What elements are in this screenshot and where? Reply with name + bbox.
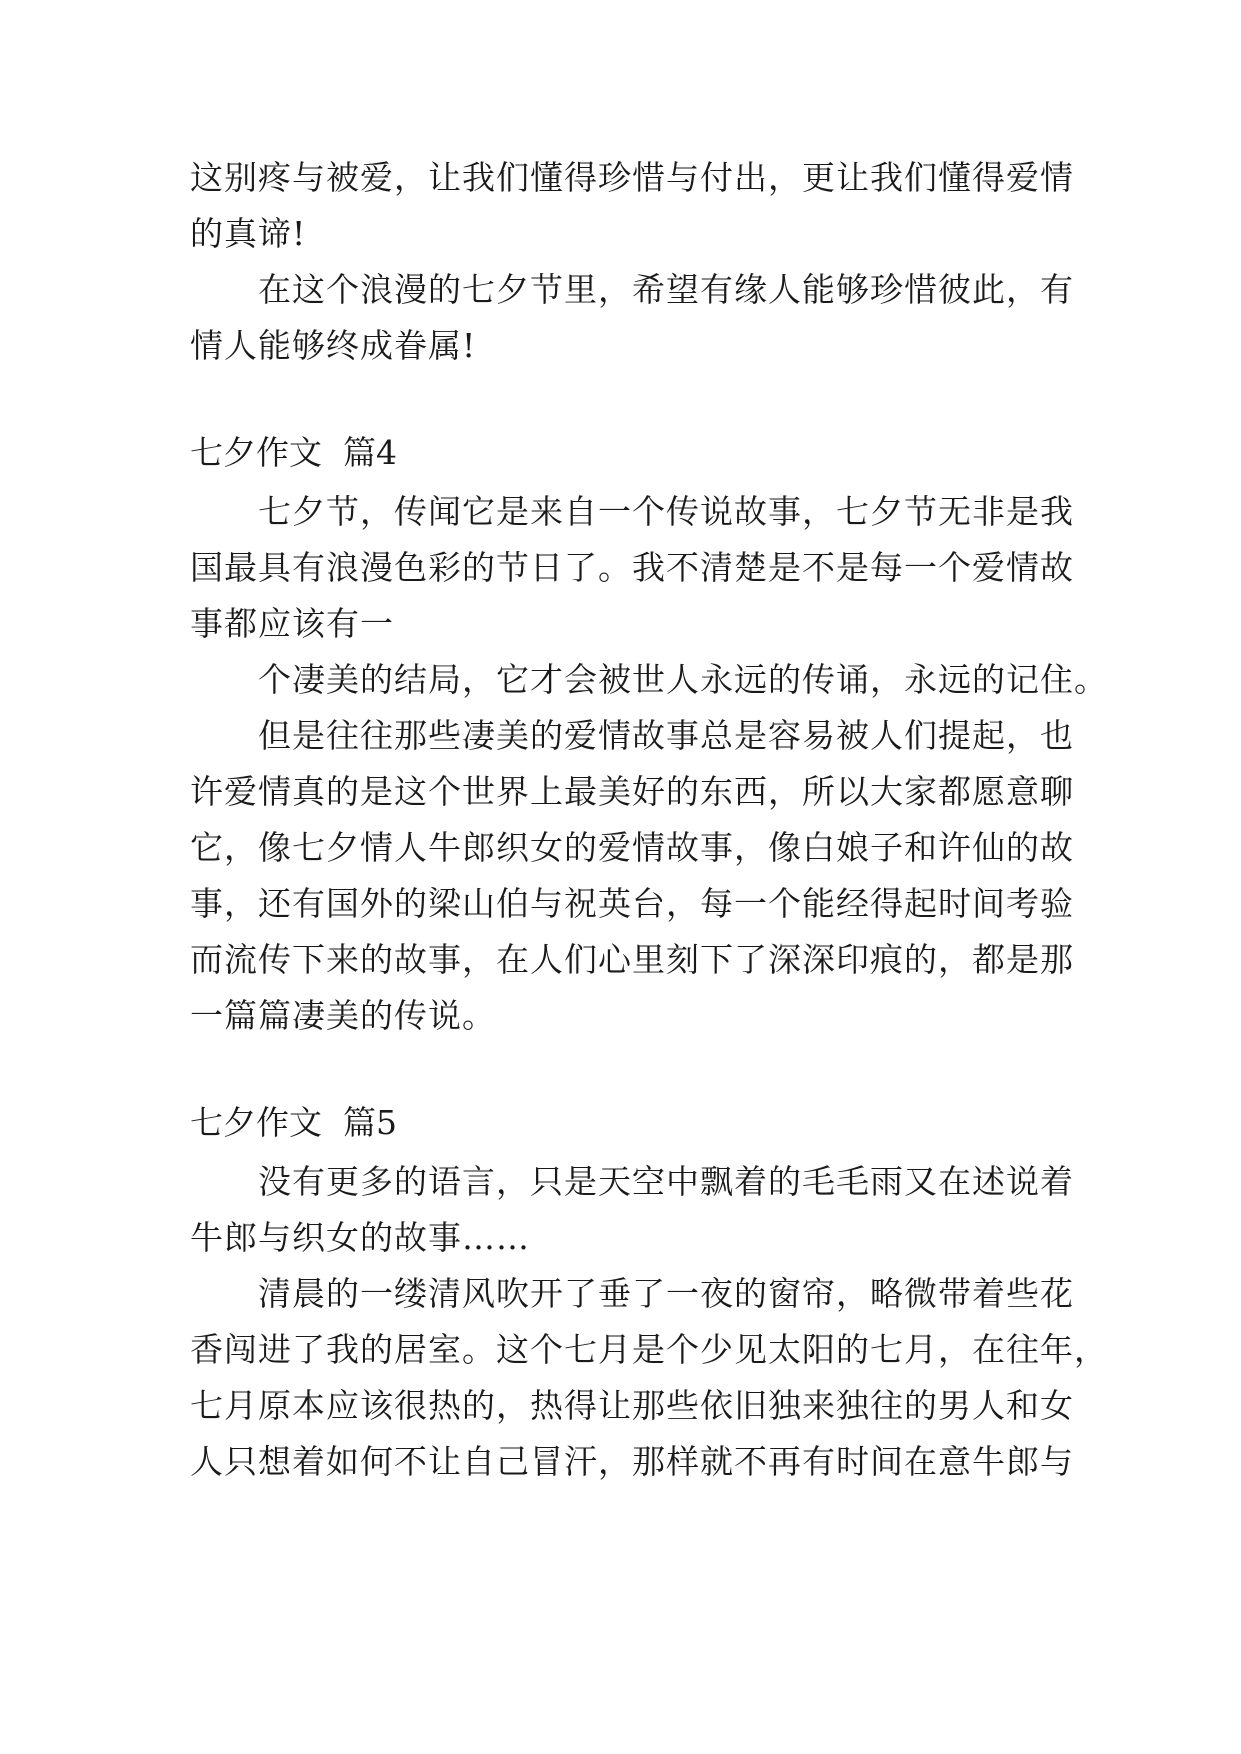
- paragraph: [190, 708, 1074, 1044]
- document-page: [190, 150, 1108, 1490]
- spacer: [190, 1044, 1052, 1092]
- paragraph-line: 而流传下来的故事，在人们心里刻下了深深印痕的，都是那: [190, 940, 1074, 979]
- paragraph-line: 但是往往那些凄美的爱情故事总是容易被人们提起，也: [258, 716, 1074, 755]
- paragraph: [190, 150, 1074, 262]
- paragraph-line: 清晨的一缕清风吹开了垂了一夜的窗帘，略微带着些花: [258, 1274, 1074, 1313]
- paragraph-line: 七夕节，传闻它是来自一个传说故事，七夕节无非是我: [258, 492, 1074, 531]
- paragraph: [190, 262, 1074, 374]
- paragraph-line: 事都应该有一: [190, 604, 394, 643]
- section-heading: 七夕作文 篇4: [190, 433, 397, 472]
- paragraph-line: 许爱情真的是这个世界上最美好的东西，所以大家都愿意聊: [190, 772, 1074, 811]
- paragraph-line: 人只想着如何不让自己冒汗，那样就不再有时间在意牛郎与: [190, 1442, 1074, 1481]
- spacer: [190, 374, 1052, 422]
- paragraph-line: 情人能够终成眷属!: [190, 326, 477, 365]
- paragraph: [190, 1266, 1108, 1490]
- paragraph: [190, 1154, 1074, 1266]
- paragraph-line: 一篇篇凄美的传说。: [190, 996, 496, 1035]
- paragraph-line: 在这个浪漫的七夕节里，希望有缘人能够珍惜彼此，有: [258, 270, 1074, 309]
- section-heading: 七夕作文 篇5: [190, 1103, 397, 1142]
- paragraph-line: 事，还有国外的梁山伯与祝英台，每一个能经得起时间考验: [190, 884, 1074, 923]
- paragraph-line: 七月原本应该很热的，热得让那些依旧独来独往的男人和女: [190, 1386, 1074, 1425]
- paragraph-line: 没有更多的语言，只是天空中飘着的毛毛雨又在述说着: [258, 1162, 1074, 1201]
- paragraph-line: 国最具有浪漫色彩的节日了。我不清楚是不是每一个爱情故: [190, 548, 1074, 587]
- paragraph: [190, 652, 1108, 708]
- paragraph-line: 个凄美的结局，它才会被世人永远的传诵，永远的记住。: [258, 660, 1108, 699]
- paragraph-line: 它，像七夕情人牛郎织女的爱情故事，像白娘子和许仙的故: [190, 828, 1074, 867]
- paragraph: [190, 484, 1074, 652]
- paragraph-line: 香闯进了我的居室。这个七月是个少见太阳的七月，在往年，: [190, 1330, 1108, 1369]
- paragraph-line: 牛郎与织女的故事……: [190, 1218, 530, 1257]
- paragraph-line: 这别疼与被爱，让我们懂得珍惜与付出，更让我们懂得爱情: [190, 158, 1074, 197]
- paragraph-line: 的真谛!: [190, 214, 307, 253]
